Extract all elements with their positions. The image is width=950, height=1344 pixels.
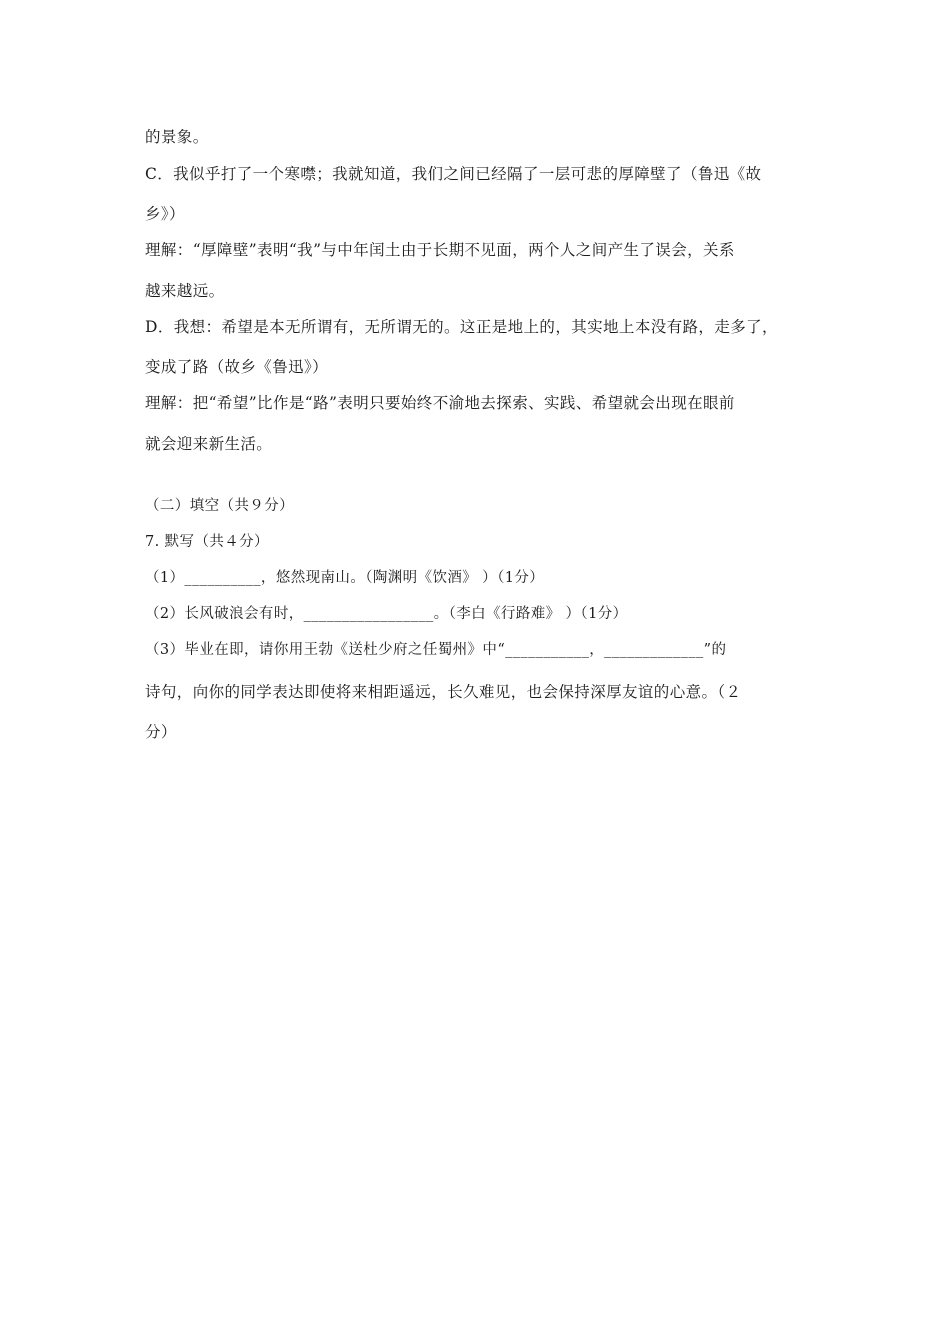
option-c-explanation-line-1: 理解：“厚障壁”表明“我”与中年闰土由于长期不见面，两个人之间产生了误会，关系: [145, 241, 735, 259]
option-c-line-1: C．我似乎打了一个寒噤；我就知道，我们之间已经隔了一层可悲的厚障壁了（鲁迅《故: [145, 165, 762, 183]
question-7-item-3-line-1: （3）毕业在即，请你用王勃《送杜少府之任蜀州》中“___________，_____________”的: [145, 642, 727, 658]
option-d-line-1: D．我想：希望是本无所谓有，无所谓无的。这正是地上的，其实地上本没有路，走多了，: [145, 318, 778, 336]
document-page: [145, 0, 810, 1344]
text-line-continuation: 的景象。: [145, 128, 209, 146]
option-c-explanation-line-2: 越来越远。: [145, 282, 225, 300]
option-d-explanation-line-1: 理解：把“希望”比作是“路”表明只要始终不渝地去探索、实践、希望就会出现在眼前: [145, 394, 735, 412]
option-d-explanation-line-2: 就会迎来新生活。: [145, 435, 273, 453]
question-7-item-3-line-2: 诗句，向你的同学表达即使将来相距遥远，长久难见，也会保持深厚友谊的心意。（２: [145, 683, 742, 701]
option-c-line-2: 乡》）: [145, 205, 185, 223]
question-7-heading: 7. 默写（共４分）: [145, 534, 269, 550]
section-heading-fill-in: （二）填空（共９分）: [145, 498, 294, 514]
question-7-item-1: （1）__________，悠然现南山。（陶渊明《饮酒》 ）（1分）: [145, 570, 545, 586]
option-d-line-2: 变成了路（故乡《鲁迅》）: [145, 358, 329, 376]
question-7-item-3-line-3: 分）: [145, 723, 177, 741]
question-7-item-2: （2）长风破浪会有时，_________________。（李白《行路难》 ）（1分）: [145, 606, 628, 622]
